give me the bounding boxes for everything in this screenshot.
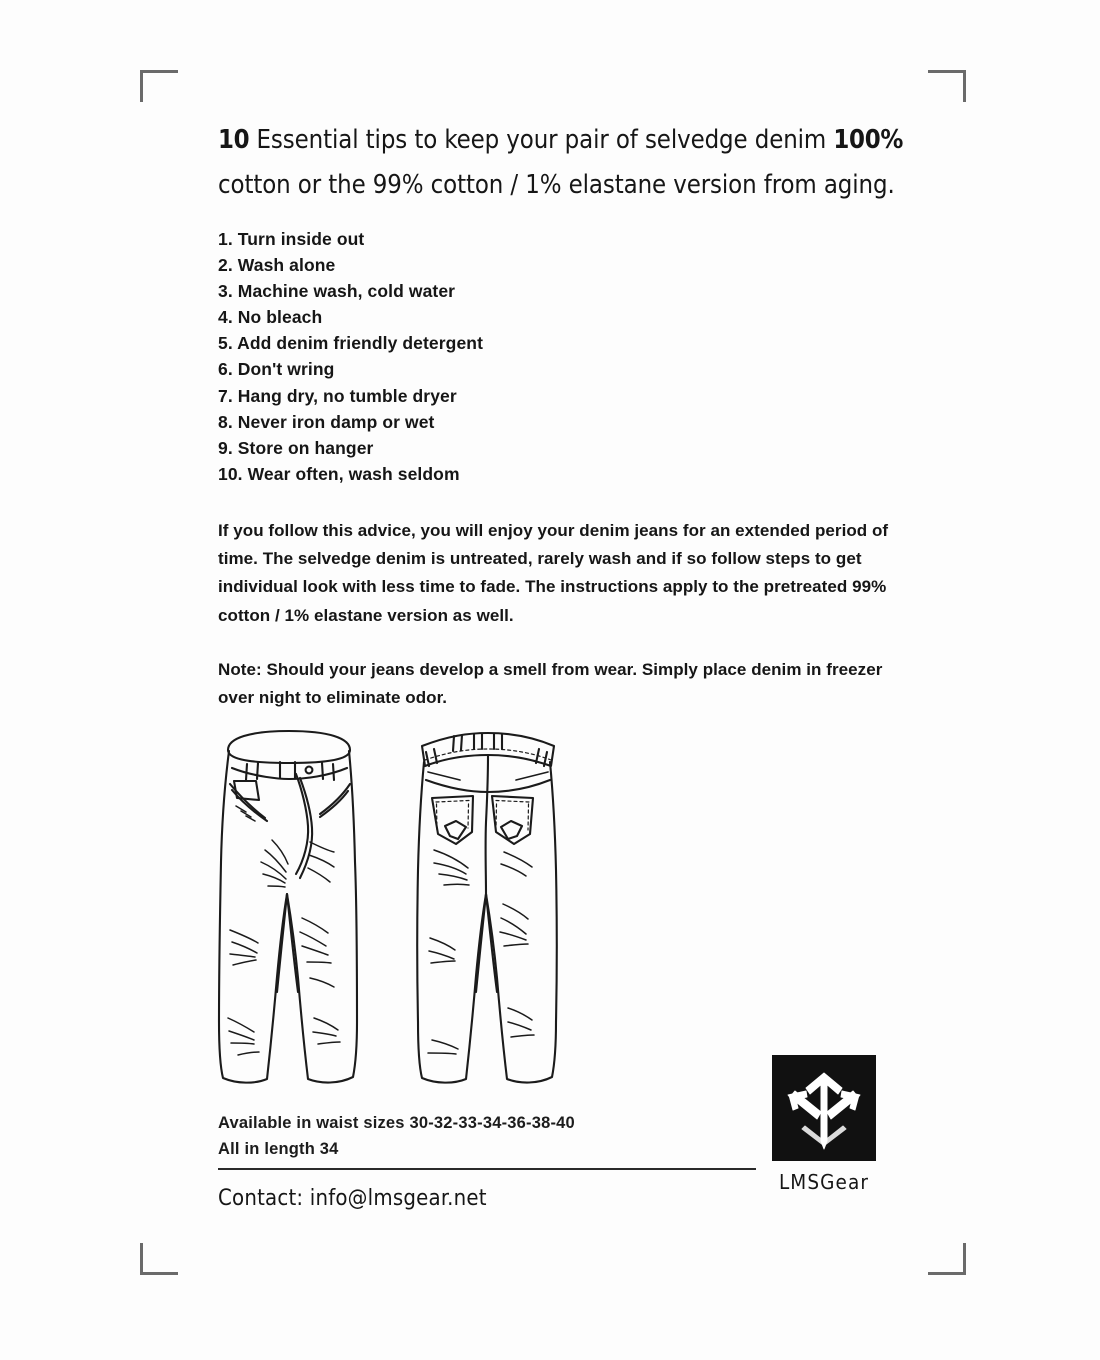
crop-mark-top-right [928, 70, 966, 102]
list-item-label: Turn inside out [237, 229, 365, 249]
title-text-part2: cotton [218, 170, 291, 200]
list-item-label: Add denim friendly detergent [237, 333, 484, 354]
jeans-back-view-icon [408, 722, 568, 1092]
availability-info [218, 1110, 778, 1162]
list-item-label: No bleach [237, 307, 323, 328]
list-item-label: Store on hanger [237, 437, 374, 458]
document-content [218, 118, 908, 712]
list-item-label: Wash alone [237, 255, 336, 276]
list-item-label: Wear often, wash seldom [247, 463, 460, 484]
crop-mark-bottom-left [140, 1243, 178, 1275]
list-item-number: 5. [218, 333, 233, 354]
lmsgear-arrows-logo-icon [772, 1055, 876, 1161]
list-item [218, 226, 908, 252]
crop-mark-bottom-right [928, 1243, 966, 1275]
list-item-number: 3. [218, 281, 233, 302]
list-item [218, 356, 908, 382]
list-item-number: 10. [218, 463, 243, 484]
list-item [218, 435, 908, 461]
waist-sizes-line: Available in waist sizes 30-32-33-34-36-38-40 [218, 1114, 575, 1132]
list-item-label: Never iron damp or wet [237, 411, 435, 432]
note-paragraph: Note: Should your jeans develop a smell from wear. Simply place denim in freezer over night to eliminate odor. [218, 659, 883, 707]
list-item-number: 8. [218, 411, 233, 432]
page-title [218, 118, 908, 208]
jeans-front-view-icon [210, 722, 370, 1092]
title-percent-100: 100% [833, 125, 904, 155]
title-text-part1: Essential tips to keep your pair of selvedge denim [249, 125, 834, 155]
advice-paragraph: If you follow this advice, you will enjoy your denim jeans for an extended period of time. The selvedge denim is untreated, rarely wash and if so follow steps to get individual look with less time to fade. The instructions apply to the pretreated 99% cotton / 1% elastane version as well. [218, 520, 889, 625]
contact-line[interactable]: Contact: info@lmsgear.net [218, 1186, 487, 1211]
list-item [218, 252, 908, 278]
list-item [218, 383, 908, 409]
list-item-number: 6. [218, 359, 233, 380]
list-item-number: 1. [218, 229, 233, 249]
length-line: All in length 34 [218, 1140, 339, 1158]
title-line-two: or the 99% cotton / 1% elastane version from aging. [297, 170, 895, 200]
brand-name: LMSGear [778, 1170, 870, 1194]
list-item-number: 7. [218, 385, 233, 406]
title-number-ten: 10 [218, 125, 250, 155]
jeans-illustrations [210, 722, 610, 1102]
tips-list [218, 226, 908, 487]
list-item-number: 9. [218, 437, 233, 458]
list-item-label: Don't wring [237, 359, 335, 380]
footer-divider [218, 1168, 756, 1170]
list-item [218, 330, 908, 356]
list-item [218, 461, 908, 487]
list-item-label: Machine wash, cold water [237, 281, 456, 302]
list-item [218, 304, 908, 330]
list-item [218, 278, 908, 304]
list-item-label: Hang dry, no tumble dryer [237, 385, 457, 406]
brand-logo-block [772, 1055, 884, 1194]
list-item [218, 409, 908, 435]
list-item-number: 4. [218, 307, 233, 328]
list-item-number: 2. [218, 255, 233, 276]
crop-mark-top-left [140, 70, 178, 102]
